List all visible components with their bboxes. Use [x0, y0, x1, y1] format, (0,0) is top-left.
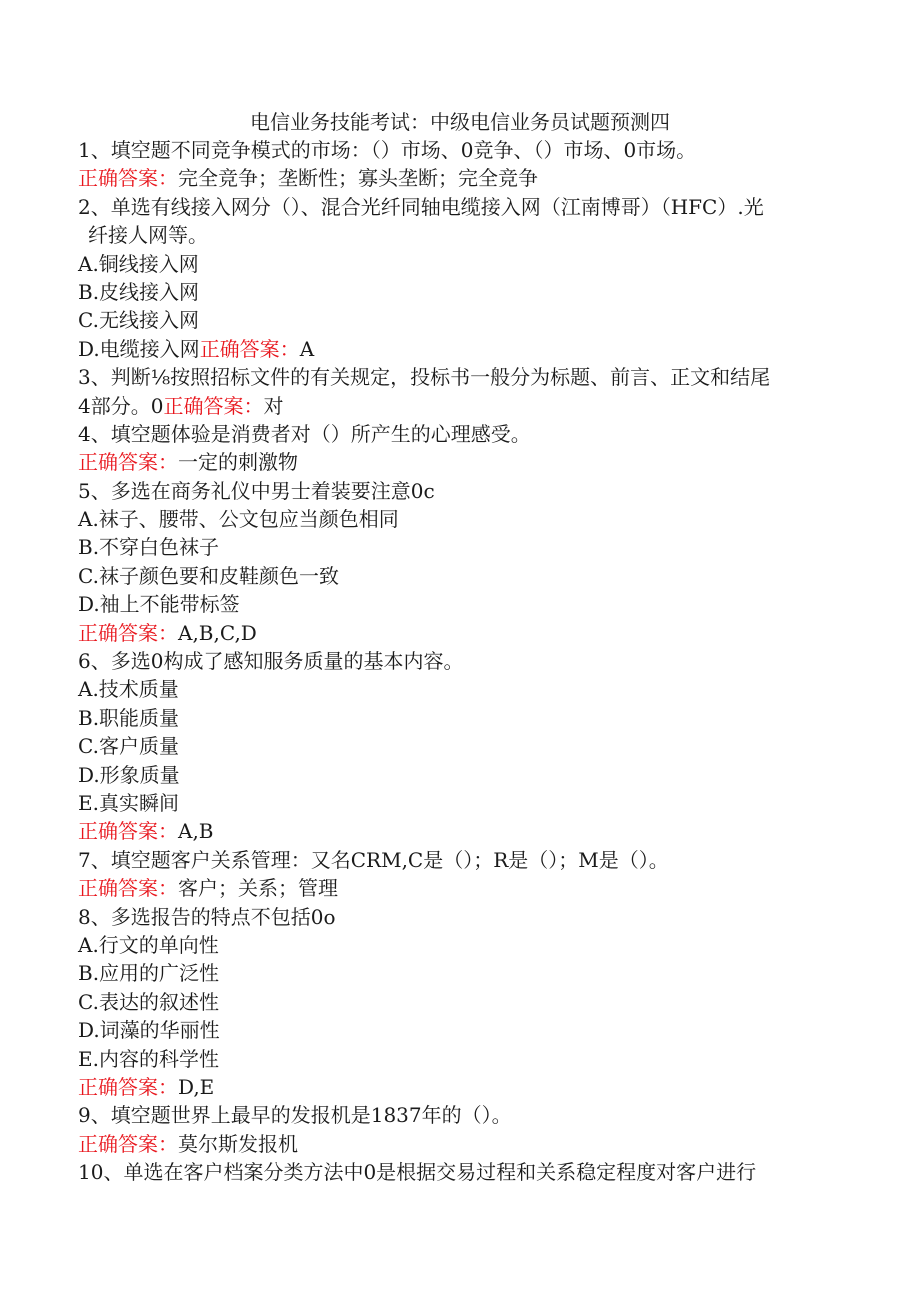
answer-text: 莫尔斯发报机	[178, 1131, 298, 1156]
option-line	[78, 988, 838, 1016]
question-line	[78, 363, 838, 391]
question-line	[78, 477, 838, 505]
option-text: B.应用的广泛性	[78, 961, 220, 986]
answer-line	[78, 1073, 838, 1101]
question-line	[78, 647, 838, 675]
option-text: C.无线接入网	[78, 308, 199, 333]
option-line	[78, 306, 838, 334]
question-text: 9、填空题世界上最早的发报机是1837年的（）。	[78, 1103, 512, 1128]
answer-line	[78, 164, 838, 192]
question-text: 纤接人网等。	[88, 223, 208, 248]
option-line	[78, 761, 838, 789]
question-text: 1、填空题不同竞争模式的市场：（）市场、0竞争、（）市场、0市场。	[78, 138, 697, 162]
answer-label: 正确答案：	[78, 166, 178, 191]
question-text: 3、判断⅛按照招标文件的有关规定，投标书一般分为标题、前言、正文和结尾	[78, 365, 771, 390]
option-line	[78, 931, 838, 959]
option-text: D.袖上不能带标签	[78, 592, 240, 617]
option-text: C.客户质量	[78, 734, 179, 759]
question-text: 6、多选0构成了感知服务质量的基本内容。	[78, 649, 464, 674]
option-text: A.铜线接入网	[78, 251, 199, 276]
answer-line	[78, 619, 838, 647]
option-line	[78, 732, 838, 760]
option-text: C.表达的叙述性	[78, 989, 219, 1014]
option-text: D.词藻的华丽性	[78, 1018, 220, 1043]
answer-text: A,B,C,D	[178, 620, 257, 645]
option-text: A.袜子、腰带、公文包应当颜色相同	[78, 507, 399, 532]
option-line	[78, 335, 838, 363]
answer-text: A	[299, 336, 315, 361]
answer-label: 正确答案：	[199, 336, 300, 361]
option-text: E.内容的科学性	[78, 1046, 219, 1071]
answer-label: 正确答案：	[78, 819, 178, 844]
question-line	[78, 193, 838, 221]
page-title: 电信业务技能考试：中级电信业务员试题预测四	[250, 110, 670, 134]
question-line-continued	[78, 392, 838, 420]
option-text: B.不穿白色袜子	[78, 535, 220, 560]
question-text: 2、单选有线接入网分（）、混合光纤同轴电缆接入网（江南博哥）（HFC）.光	[78, 194, 764, 219]
answer-label: 正确答案：	[163, 393, 264, 418]
option-line	[78, 959, 838, 987]
option-text: D.形象质量	[78, 762, 180, 787]
option-text: B.职能质量	[78, 705, 180, 730]
question-text: 5、多选在商务礼仪中男士着装要注意0c	[78, 478, 435, 503]
option-line	[78, 1045, 838, 1073]
option-line	[78, 1016, 838, 1044]
answer-line	[78, 874, 838, 902]
question-text: 7、填空题客户关系管理：又名CRM,C是（）；R是（）；M是（）。	[78, 847, 669, 872]
question-text: 10、单选在客户档案分类方法中0是根据交易过程和关系稳定程度对客户进行	[78, 1160, 757, 1185]
option-text: D.电缆接入网	[78, 336, 200, 361]
option-text: C.袜子颜色要和皮鞋颜色一致	[78, 563, 339, 588]
answer-label: 正确答案：	[78, 1131, 178, 1156]
answer-label: 正确答案：	[78, 450, 178, 475]
question-line	[78, 846, 838, 874]
answer-label: 正确答案：	[78, 876, 178, 901]
answer-line	[78, 817, 838, 845]
option-line	[78, 789, 838, 817]
option-line	[78, 675, 838, 703]
option-text: E.真实瞬间	[78, 790, 179, 815]
option-line	[78, 590, 838, 618]
answer-text: D,E	[178, 1074, 215, 1099]
question-text: 4、填空题体验是消费者对（）所产生的心理感受。	[78, 421, 531, 446]
option-line	[78, 505, 838, 533]
question-list	[78, 136, 838, 1186]
option-line	[78, 250, 838, 278]
question-line	[78, 420, 838, 448]
question-line-continued	[78, 221, 838, 249]
answer-label: 正确答案：	[78, 1074, 178, 1099]
option-line	[78, 533, 838, 561]
option-text: A.技术质量	[78, 677, 179, 702]
option-text: B.皮线接入网	[78, 279, 200, 304]
question-text: 4部分。0	[78, 393, 164, 418]
question-line	[78, 1101, 838, 1129]
question-line	[78, 136, 838, 164]
option-line	[78, 562, 838, 590]
answer-label: 正确答案：	[78, 620, 178, 645]
answer-text: 对	[263, 393, 284, 418]
option-line	[78, 704, 838, 732]
answer-text: 完全竞争；垄断性；寡头垄断；完全竞争	[178, 166, 538, 191]
answer-text: 客户；关系；管理	[178, 876, 338, 901]
answer-line	[78, 1130, 838, 1158]
option-line	[78, 278, 838, 306]
option-text: A.行文的单向性	[78, 932, 219, 957]
question-line	[78, 1158, 838, 1186]
answer-text: 一定的刺激物	[178, 450, 298, 475]
answer-line	[78, 448, 838, 476]
question-line	[78, 903, 838, 931]
answer-text: A,B	[178, 819, 214, 844]
question-text: 8、多选报告的特点不包括0o	[78, 904, 336, 929]
